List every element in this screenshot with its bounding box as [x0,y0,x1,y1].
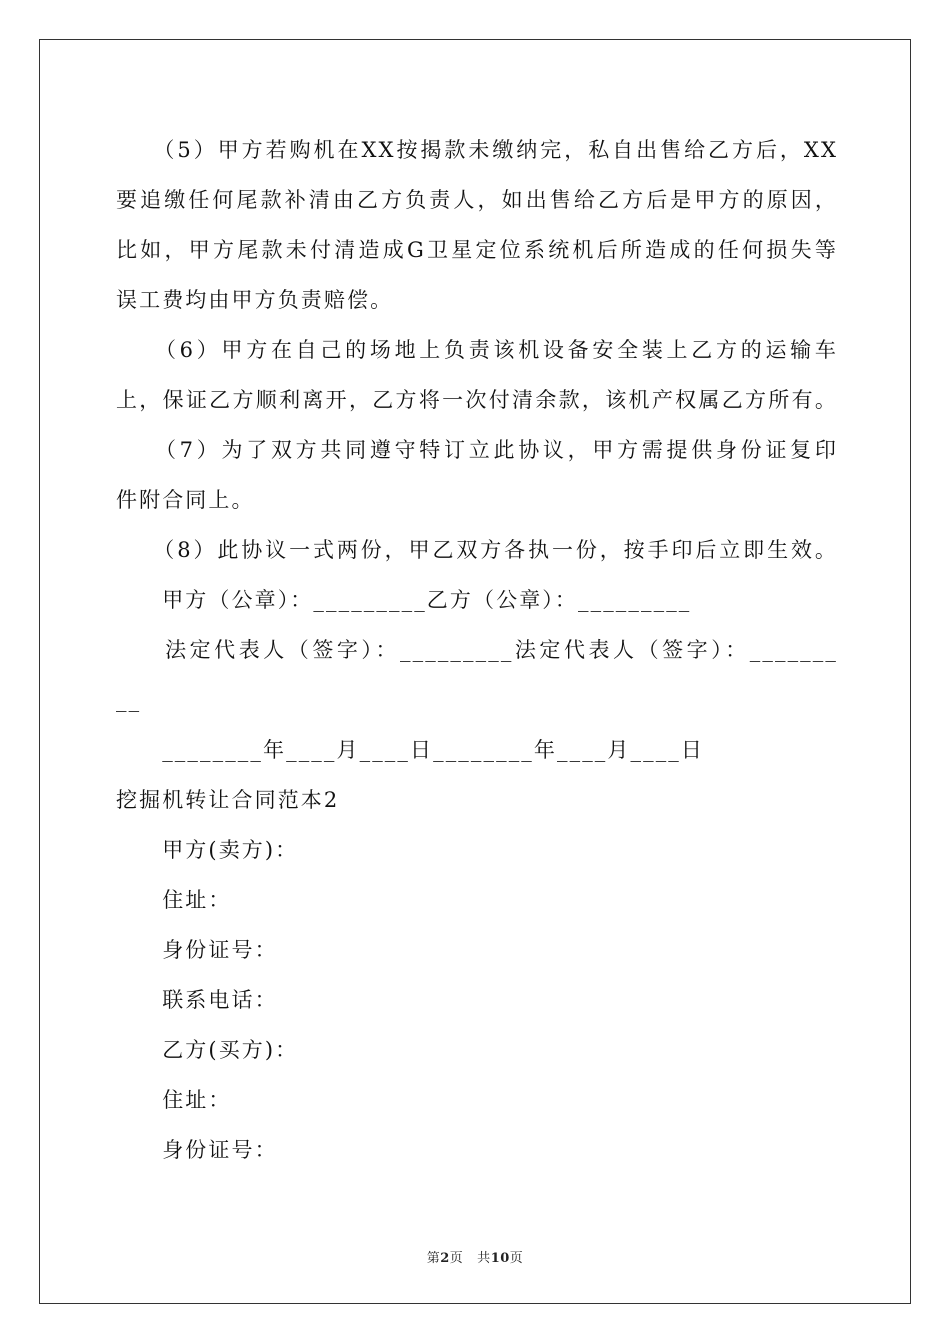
paragraph-line: 件附合同上。 [116,488,255,512]
total-pages: 10 [490,1251,510,1266]
section-title: 挖掘机转让合同范本2 [116,788,340,812]
page-suffix: 页 [449,1251,464,1266]
paragraph-line: 误工费均由甲方负责赔偿。 [116,288,394,312]
paragraph-line: 比如，甲方尾款未付清造成G卫星定位系统机后所造成的任何损失等 [116,238,838,262]
page-footer [0,1247,950,1266]
address-label: 住址： [116,888,232,912]
page-prefix: 第 [426,1251,441,1266]
party-a-label: 甲方(卖方)： [116,838,299,862]
paragraph-line: （5）甲方若购机在XX按揭款未缴纳完，私自出售给乙方后，XX [116,138,838,162]
page-number: 2 [440,1251,450,1266]
party-b-label: 乙方(买方)： [116,1038,299,1062]
phone-label: 联系电话： [116,988,278,1012]
total-prefix: 共 [477,1251,491,1266]
seal-line: 甲方（公章）：_________乙方（公章）：_________ [116,588,692,612]
paragraph-line: （6）甲方在自己的场地上负责该机设备安全装上乙方的运输车 [116,338,838,362]
total-suffix: 页 [509,1251,524,1266]
paragraph-line: 上，保证乙方顺利离开，乙方将一次付清余款，该机产权属乙方所有。 [116,388,838,412]
paragraph-line: （8）此协议一式两份，甲乙双方各执一份，按手印后立即生效。 [116,538,838,562]
date-line: ________年____月____日________年____月____日 [116,738,704,762]
paragraph-line: （7）为了双方共同遵守特订立此协议，甲方需提供身份证复印 [116,438,838,462]
id-number-label: 身份证号： [116,938,278,962]
signature-line: 法定代表人（签字）：_________法定代表人（签字）：_______ [116,638,838,662]
address-label: 住址： [116,1088,232,1112]
signature-line-continued: __ [116,688,142,712]
paragraph-line: 要追缴任何尾款补清由乙方负责人，如出售给乙方后是甲方的原因， [116,188,838,212]
id-number-label: 身份证号： [116,1138,278,1162]
